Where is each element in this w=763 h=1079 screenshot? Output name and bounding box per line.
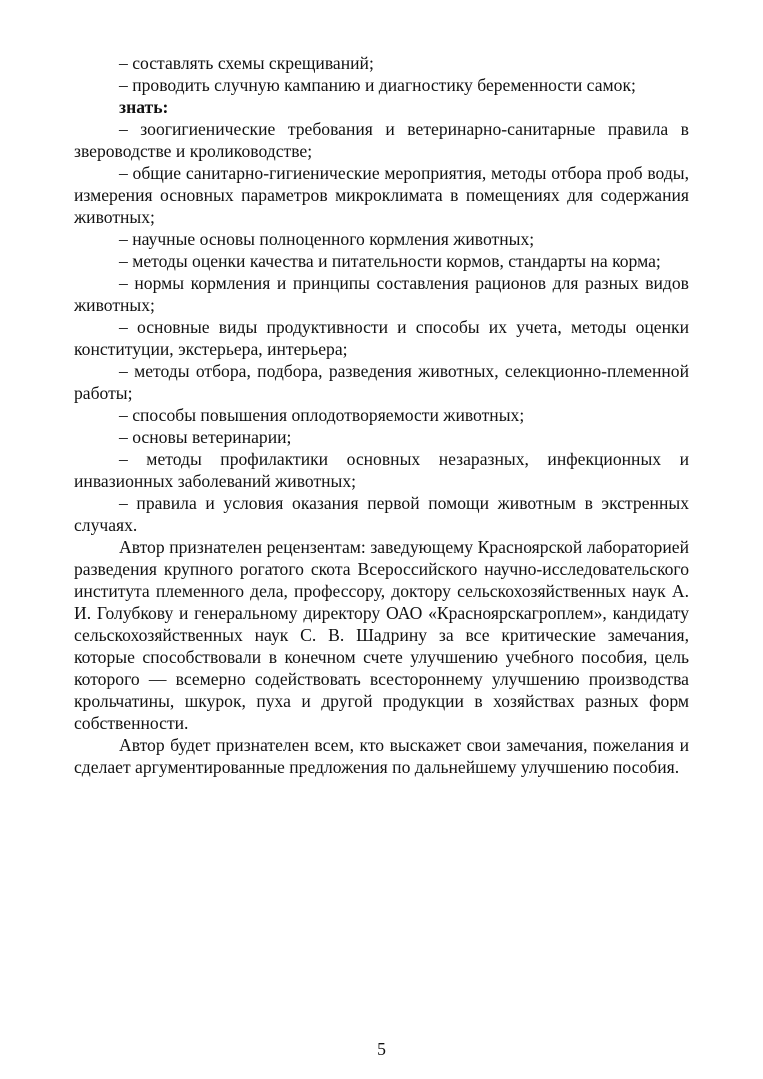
list-item-crossing-schemes: – составлять схемы скрещиваний;: [119, 53, 374, 73]
list-item-selection-methods: – методы отбора, подбора, разведения животных, селекционно-племенной работы;: [74, 361, 689, 403]
page-number: 5: [377, 1039, 386, 1059]
list-item-first-aid: – правила и условия оказания первой помощи животным в экстренных случаях.: [74, 493, 689, 535]
list-item-feeding-basics: – научные основы полноценного кормления животных;: [119, 229, 535, 249]
list-item-sanitary-measures: – общие санитарно-гигиенические мероприятия, методы отбора проб воды, измерения основных параметров микроклимата в помещениях для содержания животных;: [74, 163, 689, 227]
list-item-mating-campaign: – проводить случную кампанию и диагностику беременности самок;: [119, 75, 636, 95]
list-item-zoohygienic-requirements: – зоогигиенические требования и ветеринарно-санитарные правила в звероводстве и кролиководстве;: [74, 119, 689, 161]
paragraph-feedback-request: Автор будет признателен всем, кто выскажет свои замечания, пожелания и сделает аргументированные предложения по дальнейшему улучшению пособия.: [74, 735, 689, 777]
section-heading-know: знать:: [119, 97, 169, 117]
list-item-fertility: – способы повышения оплодотворяемости животных;: [119, 405, 525, 425]
list-item-feed-quality: – методы оценки качества и питательности кормов, стандарты на корма;: [119, 251, 661, 271]
page-body: [74, 52, 689, 778]
list-item-feeding-norms: – нормы кормления и принципы составления рационов для разных видов животных;: [74, 273, 689, 315]
list-item-productivity: – основные виды продуктивности и способы их учета, методы оценки конституции, экстерьера, интерьера;: [74, 317, 689, 359]
list-item-disease-prevention: – методы профилактики основных незаразных, инфекционных и инвазионных заболеваний животных;: [74, 449, 689, 491]
paragraph-acknowledgements: Автор признателен рецензентам: заведующему Красноярской лабораторией разведения крупного рогатого скота Всероссийского научно-исследовательского института племенного дела, профессору, доктору сельскохозяйственных наук А. И. Голубкову и генеральному директору ОАО «Красноярскагроплем», кандидату сельскохозяйственных наук С. В. Шадрину за все критические замечания, которые способствовали в конечном счете улучшению учебного пособия, цель которого — всемерно содействовать всестороннему улучшению производства крольчатины, шкурок, пуха и другой продукции в хозяйствах разных форм собственности.: [74, 537, 689, 733]
list-item-veterinary-basics: – основы ветеринарии;: [119, 427, 292, 447]
